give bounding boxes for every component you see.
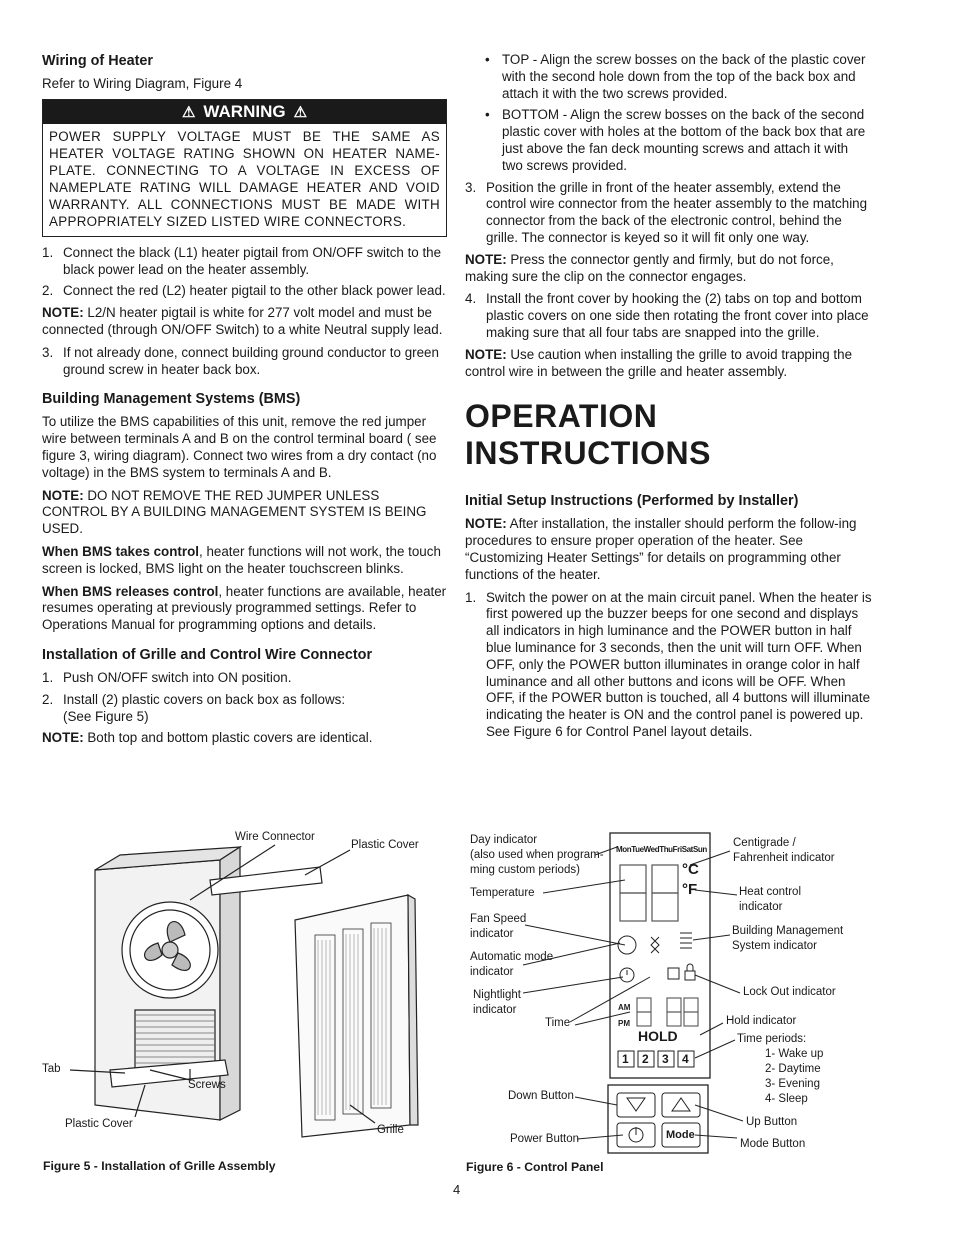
list-text: Install the front cover by hooking the (2) tabs on top and bottom plastic covers on one side then rotating the front cover into place making sure that all four tabs are snapped into the grille. xyxy=(486,291,869,340)
warning-text: POWER SUPPLY VOLTAGE MUST BE THE SAME AS HEATER VOLTAGE RATING SHOWN ON HEATER NAME-PLATE. CONNECTING TO A VOLTAGE IN EXCESS OF NAMEPLATE RATING WILL DAMAGE HEATER AND VOID WARRANTY. ALL CONNECTIONS MUST BE MADE WITH APPROPRIATELY SIZED LISTED WIRE CONNECTORS. xyxy=(49,128,440,229)
panel-deg-c: °C xyxy=(682,861,699,878)
left-column xyxy=(42,52,447,753)
note-text: Use caution when installing the grille to avoid trapping the control wire in between the grille and heater assembly. xyxy=(465,346,853,379)
list-number: 3. xyxy=(42,344,54,360)
label-mode-button: Mode Button xyxy=(740,1138,806,1150)
note-label: NOTE: xyxy=(42,305,84,321)
bold-lead: When BMS takes control xyxy=(42,543,199,559)
panel-hold: HOLD xyxy=(638,1028,678,1044)
label-lockout: Lock Out indicator xyxy=(743,986,836,998)
list-number: 1. xyxy=(42,244,54,260)
warning-triangle-icon: ⚠ xyxy=(181,103,196,121)
title-line: OPERATION xyxy=(465,398,658,435)
figure-6-control-panel xyxy=(465,825,905,1160)
label-day-indicator: (also used when program- xyxy=(470,849,604,861)
note-text: DO NOT REMOVE THE RED JUMPER UNLESS CONTROL BY A BUILDING MANAGEMENT SYSTEM IS BEING USED. xyxy=(42,487,427,537)
mode-button-label: Mode xyxy=(666,1129,695,1141)
note-label: NOTE: xyxy=(42,730,84,746)
list-text: If not already done, connect building ground conductor to green ground screw in heater back box. xyxy=(63,344,439,377)
label-centigrade: Fahrenheit indicator xyxy=(733,852,835,864)
note-text: L2/N heater pigtail is white for 277 volt model and must be connected (through ON/OFF Switch) to a white Neutral supply lead. xyxy=(42,305,443,337)
bullet-text: BOTTOM - Align the screw bosses on the back of the second plastic cover with holes at the bottom of the back box that are just above the fan deck mounting screws and attach it with two screws provided. xyxy=(502,107,866,173)
right-column xyxy=(465,52,872,746)
warning-header xyxy=(43,100,446,124)
note-label: NOTE: xyxy=(465,516,507,532)
label-time-periods: Time periods: xyxy=(737,1033,807,1045)
operation-instructions-title xyxy=(465,398,872,472)
list-text: Connect the red (L2) heater pigtail to the other black power lead. xyxy=(63,283,446,299)
note-paragraph xyxy=(42,305,447,339)
list-text: Push ON/OFF switch into ON position. xyxy=(63,669,292,685)
bullet-text: TOP - Align the screw bosses on the back of the plastic cover with the second hole down from the top of the back box and attach it with the two screws provided. xyxy=(502,52,866,101)
label-bms: System indicator xyxy=(732,940,818,952)
bms-note xyxy=(42,488,447,538)
label-wire-connector: Wire Connector xyxy=(235,831,315,843)
bullet-item xyxy=(485,52,872,102)
list-text: Switch the power on at the main circuit panel. When the heater is first powered up the buzzer beeps for one second and displays all indicators in high luminance and the POWER button in half blue luminance for 3 seconds, then the unit will turn OFF. When OFF, only the POWER button illuminates in orange color in half luminance and all other buttons and icons will be OFF. When OFF, if the POWER button is touched, all 4 buttons will illuminate indicating the heater is ON and the control panel is powered up. See Figure 6 for Control Panel layout details. xyxy=(486,589,872,739)
panel-pm: PM xyxy=(618,1019,630,1028)
page-number: 4 xyxy=(453,1182,461,1197)
label-heat-control: indicator xyxy=(739,901,783,913)
note-text: Both top and bottom plastic covers are identical. xyxy=(83,730,373,746)
list-number: 3. xyxy=(465,179,477,195)
list-text: Install (2) plastic covers on back box as follows: (See Figure 5) xyxy=(63,691,346,724)
label-bms: Building Management xyxy=(732,925,844,937)
bms-takes-paragraph xyxy=(42,544,447,578)
bms-paragraph: To utilize the BMS capabilities of this unit, remove the red jumper wire between terminals A and B on the control terminal board ( see figure 3, wiring diagram). Connect two wires from a dry contact (no voltage) in the BMS system to terminals A and B. xyxy=(42,414,437,480)
label-period: 1- Wake up xyxy=(765,1048,824,1060)
bullet-dot: • xyxy=(485,107,490,123)
list-item xyxy=(42,245,447,279)
period-box-1: 1 xyxy=(622,1052,629,1066)
label-up-button: Up Button xyxy=(746,1116,798,1128)
note-paragraph xyxy=(465,347,872,381)
label-grille: Grille xyxy=(377,1124,404,1136)
period-box-4: 4 xyxy=(682,1052,689,1066)
label-tab: Tab xyxy=(42,1063,61,1075)
list-item xyxy=(465,180,872,247)
setup-note xyxy=(465,516,872,583)
label-day-indicator: ming custom periods) xyxy=(470,864,580,876)
label-plastic-cover-top: Plastic Cover xyxy=(351,839,419,851)
label-fan-speed: indicator xyxy=(470,928,514,940)
bms-heading: Building Management Systems (BMS) xyxy=(42,391,301,408)
label-period: 3- Evening xyxy=(765,1078,820,1090)
list-number: 1. xyxy=(465,589,477,605)
figure-6-caption: Figure 6 - Control Panel xyxy=(466,1160,604,1174)
label-day-indicator: Day indicator xyxy=(470,834,538,846)
paragraph-text: , heater functions will not work, the touch screen is locked, BMS light on the heater touchscreen blinks. xyxy=(42,543,441,576)
note-label: NOTE: xyxy=(42,487,84,503)
list-number: 1. xyxy=(42,669,54,685)
label-centigrade: Centigrade / xyxy=(733,837,796,849)
panel-am: AM xyxy=(618,1003,631,1012)
list-number: 2. xyxy=(42,691,54,707)
wiring-reference: Refer to Wiring Diagram, Figure 4 xyxy=(42,76,243,91)
list-item xyxy=(42,345,447,379)
label-down-button: Down Button xyxy=(508,1090,574,1102)
label-power-button: Power Button xyxy=(510,1133,580,1145)
list-number: 2. xyxy=(42,283,54,299)
note-text: After installation, the installer should perform the follow-ing procedures to ensure proper operation of the heater. See “Customizing Heater Settings” for details on programming other functions of the heater. xyxy=(465,516,857,582)
list-item xyxy=(42,283,447,300)
figure-5-illustration xyxy=(40,825,460,1145)
list-text: Connect the black (L1) heater pigtail from ON/OFF switch to the black power lead on the heater assembly. xyxy=(63,244,442,277)
note-label: NOTE: xyxy=(465,346,507,362)
panel-days: MonTueWedThuFriSatSun xyxy=(616,845,707,854)
label-fan-speed: Fan Speed xyxy=(470,913,527,925)
label-plastic-cover-bottom: Plastic Cover xyxy=(65,1118,133,1130)
warning-box xyxy=(42,99,447,237)
list-text: Position the grille in front of the heater assembly, extend the control wire connector from the heater assembly to the matching connector from the back of the electronic control, behind the grille. The connector is keyed so it will fit only one way. xyxy=(486,179,868,245)
bullet-item xyxy=(485,107,872,174)
warning-label: WARNING xyxy=(203,101,286,121)
label-time: Time xyxy=(545,1017,571,1029)
list-item xyxy=(465,291,872,341)
note-label: NOTE: xyxy=(465,251,507,267)
list-number: 4. xyxy=(465,291,477,307)
panel-deg-f: °F xyxy=(682,881,698,898)
note-text: Press the connector gently and firmly, but do not force, making sure the clip on the connector engages. xyxy=(465,251,834,284)
label-heat-control: Heat control xyxy=(739,886,802,898)
bold-lead: When BMS releases control xyxy=(42,583,219,599)
label-nightlight: indicator xyxy=(473,1004,517,1016)
grille-heading: Installation of Grille and Control Wire Connector xyxy=(42,646,373,663)
label-hold: Hold indicator xyxy=(726,1015,797,1027)
figure-5-caption: Figure 5 - Installation of Grille Assembly xyxy=(43,1159,276,1173)
wiring-heading: Wiring of Heater xyxy=(42,53,154,69)
period-box-3: 3 xyxy=(662,1052,669,1066)
grille-assembly-drawing xyxy=(40,825,460,1145)
label-nightlight: Nightlight xyxy=(473,989,521,1001)
period-box-2: 2 xyxy=(642,1052,649,1066)
label-period: 2- Daytime xyxy=(765,1063,821,1075)
grille-note xyxy=(42,730,447,747)
setup-heading: Initial Setup Instructions (Performed by Installer) xyxy=(465,493,799,510)
bms-releases-paragraph xyxy=(42,584,447,634)
label-auto-mode: Automatic mode xyxy=(470,951,554,963)
warning-triangle-icon: ⚠ xyxy=(293,103,308,121)
list-item xyxy=(42,692,447,726)
label-period: 4- Sleep xyxy=(765,1093,808,1105)
paragraph-text: , heater functions are available, heater resumes operating at previously programmed settings. Refer to Operations Manual for programming options and details. xyxy=(42,583,447,633)
title-line: INSTRUCTIONS xyxy=(465,435,711,472)
list-item xyxy=(42,670,447,687)
label-temperature: Temperature xyxy=(470,887,535,899)
bullet-dot: • xyxy=(485,52,490,67)
label-screws: Screws xyxy=(188,1079,226,1091)
label-auto-mode: indicator xyxy=(470,966,514,978)
list-item xyxy=(465,590,872,741)
note-paragraph xyxy=(465,252,872,286)
